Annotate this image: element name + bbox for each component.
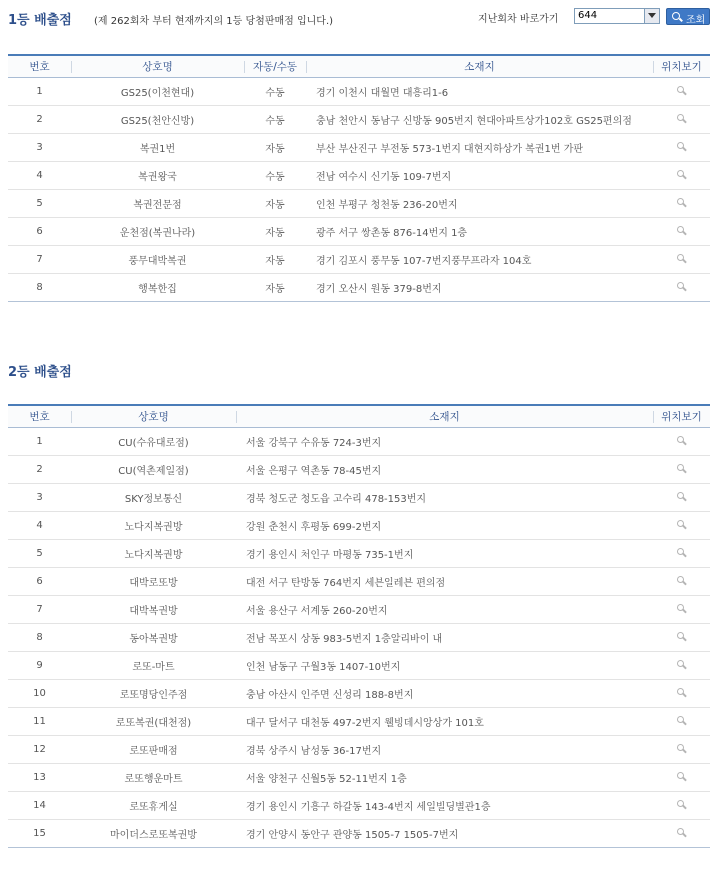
cell-address: 대전 서구 탄방동 764번지 세븐일레븐 편의점 xyxy=(236,567,653,595)
cell-name: 노다지복권방 xyxy=(71,511,236,539)
table-row xyxy=(8,77,710,105)
cell-address: 부산 부산진구 부전동 573-1번지 대현지하상가 복권1번 가판 xyxy=(306,133,653,161)
table-row xyxy=(8,245,710,273)
cell-no: 4 xyxy=(8,161,71,189)
cell-no: 10 xyxy=(8,679,71,707)
chevron-down-icon[interactable] xyxy=(644,9,659,23)
cell-no: 13 xyxy=(8,763,71,791)
search-icon[interactable] xyxy=(676,141,688,153)
table-row xyxy=(8,791,710,819)
cell-address: 서울 양천구 신월5동 52-11번지 1층 xyxy=(236,763,653,791)
cell-address: 인천 부평구 청천동 236-20번지 xyxy=(306,189,653,217)
table-row xyxy=(8,707,710,735)
cell-name: 운천점(복권나라) xyxy=(71,217,244,245)
cell-type: 수동 xyxy=(244,161,306,189)
table-row xyxy=(8,539,710,567)
location-cell xyxy=(653,539,710,567)
search-icon[interactable] xyxy=(676,113,688,125)
section1-title: 1등 배출점 xyxy=(8,13,72,28)
search-icon[interactable] xyxy=(676,491,688,503)
cell-no: 6 xyxy=(8,217,71,245)
cell-address: 충남 천안시 동남구 신방동 905번지 현대아파트상가102호 GS25편의점 xyxy=(306,105,653,133)
location-cell xyxy=(653,161,710,189)
location-cell xyxy=(653,455,710,483)
cell-no: 3 xyxy=(8,133,71,161)
location-cell xyxy=(653,189,710,217)
location-cell xyxy=(653,427,710,455)
cell-address: 전남 여수시 신기동 109-7번지 xyxy=(306,161,653,189)
cell-name: GS25(천안신방) xyxy=(71,105,244,133)
search-icon[interactable] xyxy=(676,687,688,699)
location-cell xyxy=(653,651,710,679)
cell-name: 로또복권(대천점) xyxy=(71,707,236,735)
table-row xyxy=(8,161,710,189)
cell-type: 자동 xyxy=(244,245,306,273)
column-header: 위치보기 xyxy=(653,405,710,427)
table-row xyxy=(8,679,710,707)
cell-name: 로또-마트 xyxy=(71,651,236,679)
location-cell xyxy=(653,511,710,539)
cell-no: 12 xyxy=(8,735,71,763)
cell-address: 서울 은평구 역촌동 78-45번지 xyxy=(236,455,653,483)
cell-type: 수동 xyxy=(244,105,306,133)
cell-address: 경기 이천시 대월면 대흥리1-6 xyxy=(306,77,653,105)
table-header xyxy=(8,405,710,427)
location-cell xyxy=(653,735,710,763)
cell-no: 8 xyxy=(8,623,71,651)
cell-name: CU(역촌제일점) xyxy=(71,455,236,483)
cell-address: 경기 안양시 동안구 관양동 1505-7 1505-7번지 xyxy=(236,819,653,847)
table-row xyxy=(8,567,710,595)
location-cell xyxy=(653,595,710,623)
search-icon[interactable] xyxy=(676,743,688,755)
table-row xyxy=(8,105,710,133)
search-icon[interactable] xyxy=(676,603,688,615)
cell-name: 노다지복권방 xyxy=(71,539,236,567)
section1-header xyxy=(0,0,720,44)
cell-no: 3 xyxy=(8,483,71,511)
table-row xyxy=(8,595,710,623)
cell-no: 1 xyxy=(8,77,71,105)
column-header: 소재지 xyxy=(306,55,653,77)
location-cell xyxy=(653,707,710,735)
column-header: 번호 xyxy=(8,55,71,77)
search-icon[interactable] xyxy=(676,197,688,209)
cell-name: 대박로또방 xyxy=(71,567,236,595)
cell-name: 로또명당인주점 xyxy=(71,679,236,707)
cell-address: 경북 청도군 청도읍 고수리 478-153번지 xyxy=(236,483,653,511)
cell-no: 1 xyxy=(8,427,71,455)
table-row xyxy=(8,651,710,679)
cell-address: 경기 김포시 풍무동 107-7번지풍무프라자 104호 xyxy=(306,245,653,273)
location-cell xyxy=(653,763,710,791)
location-cell xyxy=(653,623,710,651)
cell-no: 2 xyxy=(8,455,71,483)
cell-address: 경북 상주시 남성동 36-17번지 xyxy=(236,735,653,763)
column-header: 상호명 xyxy=(71,55,244,77)
table-row xyxy=(8,133,710,161)
cell-name: SKY정보통신 xyxy=(71,483,236,511)
location-cell xyxy=(653,217,710,245)
search-icon[interactable] xyxy=(676,799,688,811)
cell-no: 2 xyxy=(8,105,71,133)
table-row xyxy=(8,763,710,791)
location-cell xyxy=(653,245,710,273)
cell-no: 11 xyxy=(8,707,71,735)
second-prize-table xyxy=(8,404,710,848)
cell-no: 5 xyxy=(8,539,71,567)
cell-no: 15 xyxy=(8,819,71,847)
column-header: 상호명 xyxy=(71,405,236,427)
column-header: 번호 xyxy=(8,405,71,427)
cell-no: 14 xyxy=(8,791,71,819)
search-icon[interactable] xyxy=(676,659,688,671)
search-icon[interactable] xyxy=(676,253,688,265)
cell-address: 전남 목포시 상동 983-5번지 1층알리바이 내 xyxy=(236,623,653,651)
search-icon[interactable] xyxy=(676,169,688,181)
cell-no: 7 xyxy=(8,595,71,623)
column-header: 소재지 xyxy=(236,405,653,427)
cell-address: 서울 용산구 서계동 260-20번지 xyxy=(236,595,653,623)
cell-address: 경기 오산시 원동 379-8번지 xyxy=(306,273,653,301)
cell-name: 마이더스로또복권방 xyxy=(71,819,236,847)
cell-no: 7 xyxy=(8,245,71,273)
search-icon[interactable] xyxy=(676,827,688,839)
cell-no: 6 xyxy=(8,567,71,595)
cell-name: 행복한집 xyxy=(71,273,244,301)
search-icon[interactable] xyxy=(676,281,688,293)
cell-address: 광주 서구 쌍촌동 876-14번지 1층 xyxy=(306,217,653,245)
location-cell xyxy=(653,77,710,105)
round-select-value: 644 xyxy=(578,10,598,21)
search-button-label: 조회 xyxy=(686,15,706,26)
cell-name: 복권왕국 xyxy=(71,161,244,189)
search-icon xyxy=(672,12,680,20)
cell-name: 복권전문점 xyxy=(71,189,244,217)
cell-address: 경기 용인시 기흥구 하갈동 143-4번지 세일빌딩별관1층 xyxy=(236,791,653,819)
cell-type: 자동 xyxy=(244,273,306,301)
search-button[interactable] xyxy=(666,8,710,25)
first-prize-table xyxy=(8,54,710,302)
table-row xyxy=(8,189,710,217)
search-icon[interactable] xyxy=(676,575,688,587)
search-icon[interactable] xyxy=(676,463,688,475)
search-icon[interactable] xyxy=(676,435,688,447)
cell-name: GS25(이천현대) xyxy=(71,77,244,105)
cell-type: 자동 xyxy=(244,133,306,161)
search-icon[interactable] xyxy=(676,715,688,727)
table-row xyxy=(8,819,710,847)
cell-type: 자동 xyxy=(244,189,306,217)
search-icon[interactable] xyxy=(676,771,688,783)
table-row xyxy=(8,427,710,455)
cell-no: 9 xyxy=(8,651,71,679)
location-cell xyxy=(653,273,710,301)
search-icon[interactable] xyxy=(676,225,688,237)
cell-address: 경기 용인시 처인구 마평동 735-1번지 xyxy=(236,539,653,567)
location-cell xyxy=(653,567,710,595)
search-icon[interactable] xyxy=(676,631,688,643)
table-row xyxy=(8,735,710,763)
section2-title: 2등 배출점 xyxy=(8,365,72,380)
cell-no: 5 xyxy=(8,189,71,217)
cell-no: 8 xyxy=(8,273,71,301)
table-row xyxy=(8,455,710,483)
cell-address: 강원 춘천시 후평동 699-2번지 xyxy=(236,511,653,539)
table-row xyxy=(8,623,710,651)
column-header: 위치보기 xyxy=(653,55,710,77)
cell-name: CU(수유대로점) xyxy=(71,427,236,455)
cell-address: 서울 강북구 수유동 724-3번지 xyxy=(236,427,653,455)
location-cell xyxy=(653,105,710,133)
location-cell xyxy=(653,819,710,847)
table-row xyxy=(8,217,710,245)
table-header xyxy=(8,55,710,77)
cell-name: 로또휴게실 xyxy=(71,791,236,819)
cell-address: 충남 아산시 인주면 신성리 188-8번지 xyxy=(236,679,653,707)
search-icon[interactable] xyxy=(676,519,688,531)
location-cell xyxy=(653,791,710,819)
cell-name: 동아복권방 xyxy=(71,623,236,651)
column-header: 자동/수동 xyxy=(244,55,306,77)
location-cell xyxy=(653,133,710,161)
table-row xyxy=(8,483,710,511)
cell-no: 4 xyxy=(8,511,71,539)
cell-type: 자동 xyxy=(244,217,306,245)
location-cell xyxy=(653,679,710,707)
search-icon[interactable] xyxy=(676,85,688,97)
cell-name: 풍무대박복권 xyxy=(71,245,244,273)
location-cell xyxy=(653,483,710,511)
section1-description: (제 262회차 부터 현재까지의 1등 당첨판매점 입니다.) xyxy=(94,16,334,27)
table-row xyxy=(8,273,710,301)
cell-name: 로또행운마트 xyxy=(71,763,236,791)
cell-name: 로또판매점 xyxy=(71,735,236,763)
cell-name: 대박복권방 xyxy=(71,595,236,623)
cell-name: 복권1번 xyxy=(71,133,244,161)
past-round-label: 지난회차 바로가기 xyxy=(478,14,559,25)
search-icon[interactable] xyxy=(676,547,688,559)
cell-type: 수동 xyxy=(244,77,306,105)
cell-address: 대구 달서구 대천동 497-2번지 웰빙데시앙상가 101호 xyxy=(236,707,653,735)
round-select[interactable] xyxy=(574,8,660,24)
cell-address: 인천 남동구 구월3동 1407-10번지 xyxy=(236,651,653,679)
table-row xyxy=(8,511,710,539)
